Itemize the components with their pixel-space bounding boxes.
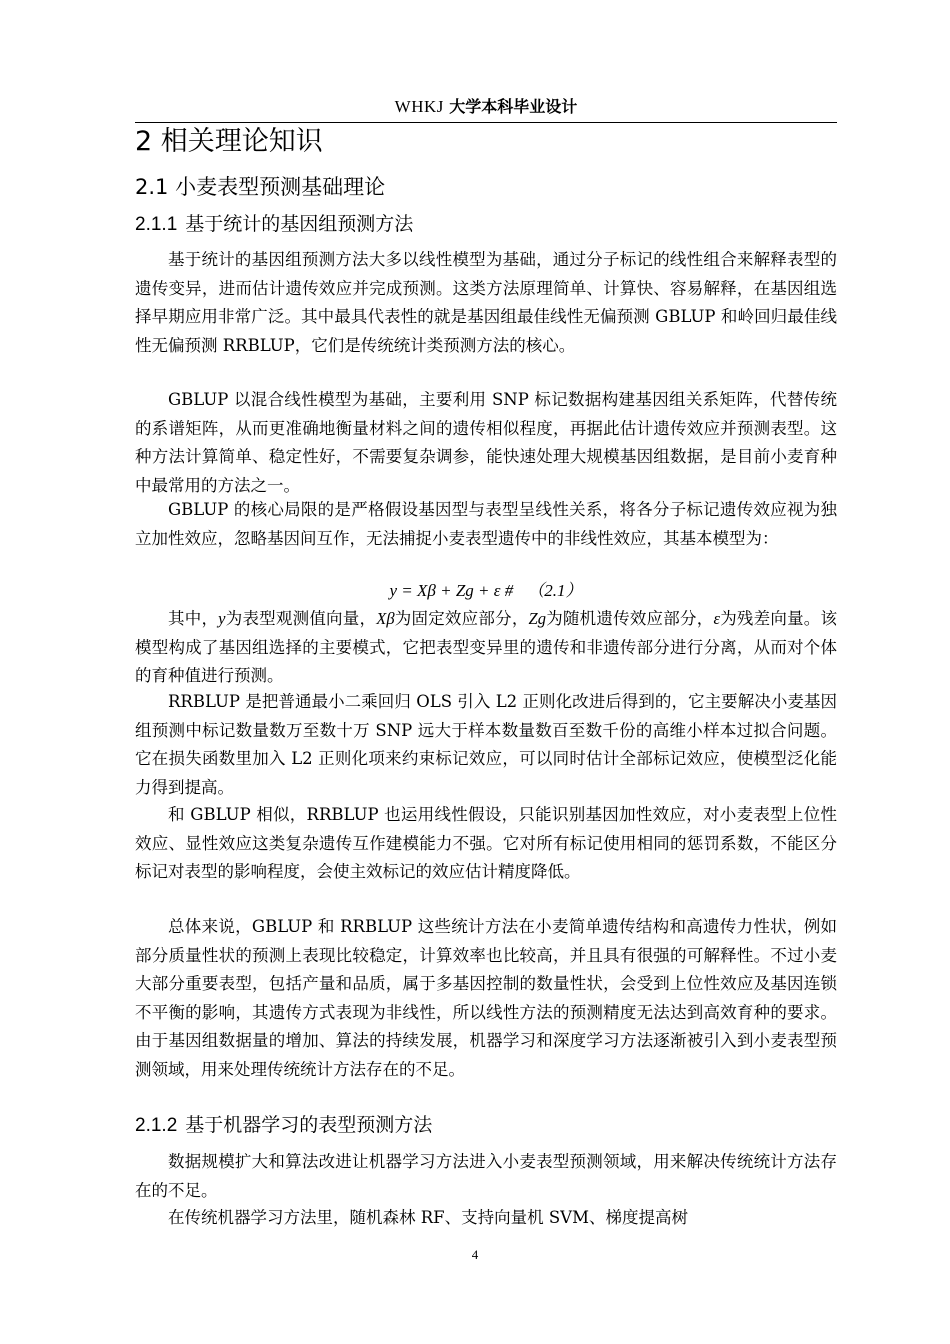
paragraph-7: 总体来说，GBLUP 和 RRBLUP 这些统计方法在小麦简单遗传结构和高遗传力性状，例如部分质量性状的预测上表现比较稳定，计算效率也比较高，并且具有很强的可解释性。不过小麦大部分重要表型，包括产量和品质，属于多基因控制的数量性状，会受到上位性效应及基因连锁不平衡的影响，其遗传方式表现为非线性，所以线性方法的预测精度无法达到高效育种的要求。由于基因组数据量的增加、算法的持续发展，机器学习和深度学习方法逐渐被引入到小麦表型预测领域，用来处理传统统计方法存在的不足。 bbox=[135, 917, 837, 1079]
equation-number: （2.1） bbox=[527, 581, 583, 600]
subsection-number: 2.1.1 bbox=[135, 214, 178, 235]
var-y: y bbox=[218, 609, 226, 628]
equation-formula: y = Xβ + Zg + ε # bbox=[389, 581, 514, 600]
paragraph-4 bbox=[135, 605, 837, 691]
var-xbeta: Xβ bbox=[376, 609, 395, 628]
header-title: 大学本科毕业设计 bbox=[449, 97, 578, 116]
p4-text-3: 为随机遗传效应部分， bbox=[545, 609, 714, 628]
p4-text-4: 为残差向量。该模型构成了基因组选择的主要模式，它把表型变异里的遗传和非遗传部分进行分离，从而对个体的育种值进行预测。 bbox=[135, 609, 838, 685]
header-school-code: WHKJ bbox=[394, 97, 444, 116]
paragraph-2: GBLUP 以混合线性模型为基础，主要利用 SNP 标记数据构建基因组关系矩阵，代替传统的系谱矩阵，从而更准确地衡量材料之间的遗传相似程度，再据此估计遗传效应并预测表型。这种方法计算简单、稳定性好，不需要复杂调参，能快速处理大规模基因组数据，是目前小麦育种中最常用的方法之一。 bbox=[135, 390, 837, 495]
section-title: 2.1 小麦表型预测基础理论 bbox=[135, 175, 386, 199]
subsection-heading-1 bbox=[135, 210, 413, 239]
page-number: 4 bbox=[471, 1247, 479, 1262]
subsection-heading-2 bbox=[135, 1111, 432, 1140]
paragraph-3: GBLUP 的核心局限的是严格假设基因型与表型呈线性关系，将各分子标记遗传效应视为独立加性效应，忽略基因间互作，无法捕捉小麦表型遗传中的非线性效应，其基本模型为： bbox=[135, 500, 837, 548]
subsection-title: 基于统计的基因组预测方法 bbox=[185, 213, 414, 235]
paragraph-9: 在传统机器学习方法里，随机森林 RF、支持向量机 SVM、梯度提高树 bbox=[168, 1208, 688, 1227]
paragraph-5: RRBLUP 是把普通最小二乘回归 OLS 引入 L2 正则化改进后得到的，它主要解决小麦基因组预测中标记数量数万至数十万 SNP 远大于样本数量数百至数千份的高维小样本过拟合问题。它在损失函数里加入 L2 正则化项来约束标记效应，可以同时估计全部标记效应，使模型泛化能力得到提高。 bbox=[135, 692, 837, 797]
p4-text-1: 为表型观测值向量， bbox=[225, 609, 377, 628]
var-zg: Zg bbox=[528, 609, 546, 628]
p4-text-2: 为固定效应部分， bbox=[394, 609, 529, 628]
paragraph-1: 基于统计的基因组预测方法大多以线性模型为基础，通过分子标记的线性组合来解释表型的遗传变异，进而估计遗传效应并完成预测。这类方法原理简单、计算快、容易解释，在基因组选择早期应用非常广泛。其中最具代表性的就是基因组最佳线性无偏预测 GBLUP 和岭回归最佳线性无偏预测 RRBLUP，它们是传统统计类预测方法的核心。 bbox=[135, 250, 837, 355]
page-header bbox=[135, 96, 837, 123]
var-epsilon: ε bbox=[713, 609, 720, 628]
subsection-number: 2.1.2 bbox=[135, 1115, 178, 1136]
subsection-title: 基于机器学习的表型预测方法 bbox=[185, 1114, 433, 1136]
p4-lead: 其中， bbox=[168, 609, 219, 628]
paragraph-8: 数据规模扩大和算法改进让机器学习方法进入小麦表型预测领域，用来解决传统统计方法存在的不足。 bbox=[135, 1152, 837, 1200]
chapter-title: 2 相关理论知识 bbox=[135, 126, 323, 157]
equation-2-1 bbox=[135, 577, 837, 605]
paragraph-6: 和 GBLUP 相似，RRBLUP 也运用线性假设，只能识别基因加性效应，对小麦表型上位性效应、显性效应这类复杂遗传互作建模能力不强。它对所有标记使用相同的惩罚系数，不能区分标记对表型的影响程度，会使主效标记的效应估计精度降低。 bbox=[135, 805, 837, 881]
